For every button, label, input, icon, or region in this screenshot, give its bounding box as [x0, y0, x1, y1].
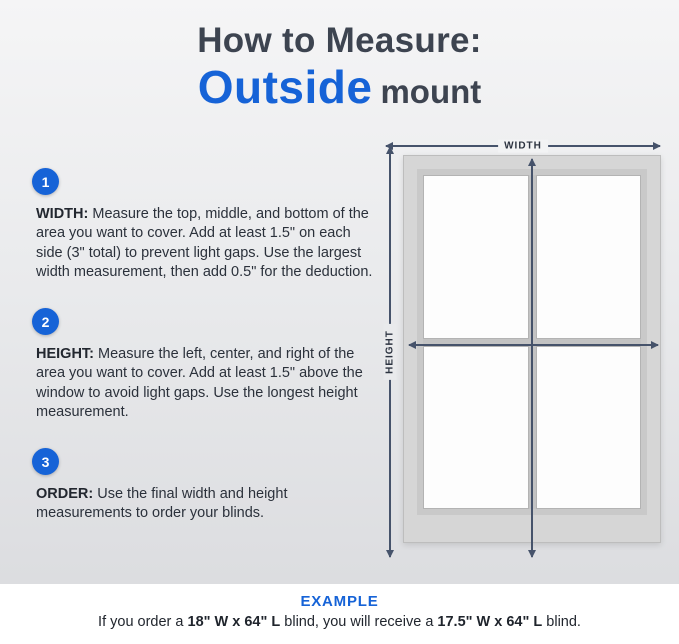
center-horizontal-line — [409, 344, 658, 346]
center-arrowhead-down-icon — [528, 550, 536, 558]
step-1-label: WIDTH: — [36, 206, 89, 222]
header — [0, 22, 679, 111]
window-center-horizontal-arrow — [408, 339, 659, 351]
arrowhead-down-icon — [386, 550, 394, 558]
step-2-badge: 2 — [32, 308, 59, 335]
example-bold1: 18" W x 64" L — [187, 614, 281, 630]
step-2-text — [36, 345, 378, 422]
step-2-label: HEIGHT: — [36, 346, 94, 362]
step-1-text — [36, 205, 378, 282]
window-pane-top-left — [423, 175, 529, 339]
window-center-vertical-arrow — [526, 158, 538, 558]
center-arrowhead-right-icon — [651, 341, 659, 349]
page-title-line1: How to Measure: — [197, 21, 482, 60]
step-1-body: Measure the top, middle, and bottom of the area you want to cover. Add at least 1.5" on each side (3" total) to prevent light gaps. Use the largest width measurement, then add 0.5" for the deduction. — [36, 206, 373, 280]
example-footer — [0, 584, 679, 644]
example-heading: EXAMPLE — [300, 593, 379, 610]
example-bold2: 17.5" W x 64" L — [437, 614, 543, 630]
center-arrowhead-up-icon — [528, 158, 536, 166]
page-title-line2 — [0, 60, 679, 113]
step-height — [30, 308, 378, 422]
window-pane-bottom-right — [536, 346, 642, 510]
center-arrowhead-left-icon — [408, 341, 416, 349]
width-measure-arrow — [385, 140, 661, 152]
example-part2: blind, you will receive a — [280, 614, 438, 630]
arrowhead-right-icon — [653, 142, 661, 150]
title-accent-outside: Outside — [197, 60, 373, 113]
arrowhead-up-icon — [386, 146, 394, 154]
example-sentence — [0, 614, 679, 630]
height-label: HEIGHT — [384, 324, 397, 380]
width-label: WIDTH — [498, 140, 548, 153]
center-vertical-line — [531, 159, 533, 557]
step-order — [30, 448, 378, 524]
step-2-body: Measure the left, center, and right of the area you want to cover. Add at least 1.5" above the window to avoid light gaps. Use the longest height measurement. — [36, 346, 363, 420]
step-3-badge: 3 — [32, 448, 59, 475]
window-pane-bottom-left — [423, 346, 529, 510]
example-part1: If you order a — [98, 614, 188, 630]
step-3-label: ORDER: — [36, 486, 94, 502]
step-3-body: Use the final width and height measurements to order your blinds. — [36, 486, 288, 522]
title-rest-mount: mount — [380, 72, 482, 110]
example-part3: blind. — [542, 614, 581, 630]
step-1-badge: 1 — [32, 168, 59, 195]
window-pane-top-right — [536, 175, 642, 339]
height-measure-arrow — [384, 146, 396, 558]
step-width — [30, 168, 378, 282]
step-3-text — [36, 485, 378, 524]
